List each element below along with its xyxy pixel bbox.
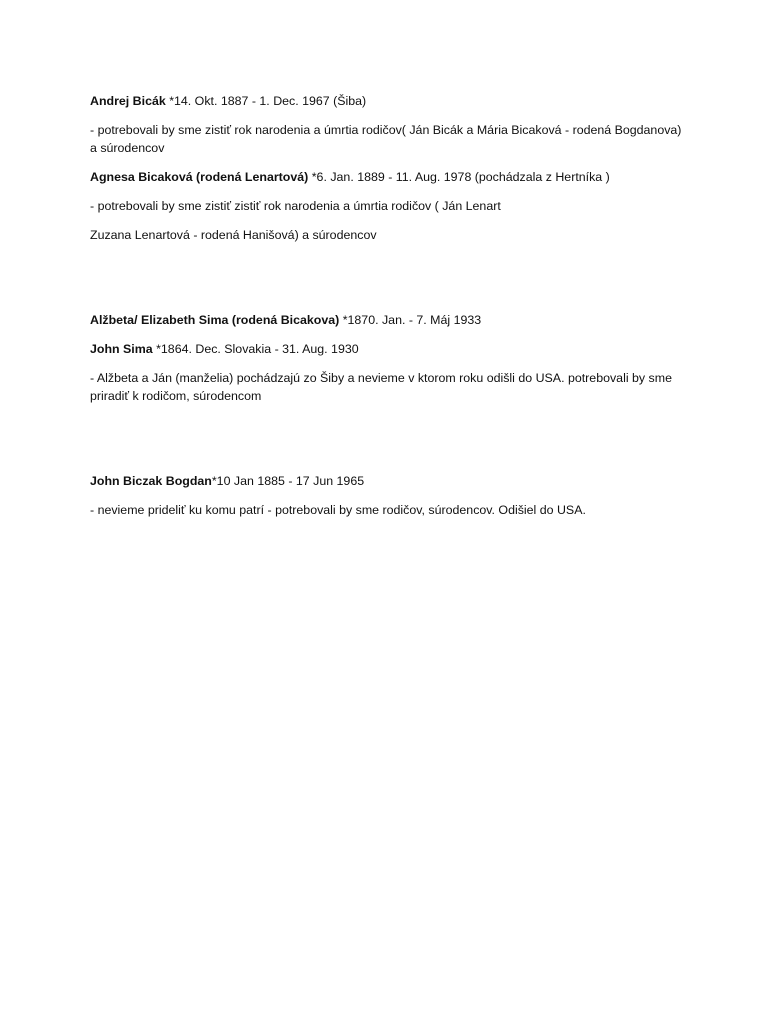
person-name: John Sima (90, 342, 153, 356)
person-dates: *14. Okt. 1887 - 1. Dec. 1967 (Šiba) (165, 94, 367, 108)
entry-john-sima-note: - Alžbeta a Ján (manželia) pochádzajú zo Šiby a nevieme v ktorom roku odišli do USA. potrebovali by sme priradiť k rodičom, súrodencom (90, 371, 672, 403)
entry-andrej-header (90, 92, 690, 110)
person-name: Andrej Bicák (90, 94, 166, 108)
person-dates: *1870. Jan. - 7. Máj 1933 (339, 313, 482, 327)
entry-andrej-note: - potrebovali by sme zistiť rok narodenia a úmrtia rodičov( Ján Bicák a Mária Bicaková - rodená Bogdanova) a súrodencov (90, 123, 682, 155)
person-dates: *1864. Dec. Slovakia - 31. Aug. 1930 (152, 342, 359, 356)
person-name: John Biczak Bogdan (90, 474, 212, 488)
document-body (90, 92, 690, 530)
entry-alzbeta-header (90, 311, 690, 329)
entry-agnesa-note-continued: Zuzana Lenartová - rodená Hanišová) a súrodencov (90, 228, 377, 242)
person-dates: *10 Jan 1885 - 17 Jun 1965 (211, 474, 365, 488)
entry-agnesa-header (90, 168, 690, 186)
entry-agnesa-note: - potrebovali by sme zistiť zistiť rok narodenia a úmrtia rodičov ( Ján Lenart (90, 199, 501, 213)
person-name: Agnesa Bicaková (rodená Lenartová) (90, 170, 309, 184)
entry-john-biczak-header (90, 472, 690, 490)
blank-space (90, 255, 690, 311)
entry-john-biczak-note: - nevieme prideliť ku komu patrí - potrebovali by sme rodičov, súrodencov. Odišiel do USA. (90, 503, 586, 517)
person-name: Alžbeta/ Elizabeth Sima (rodená Bicakova) (90, 313, 340, 327)
person-dates: *6. Jan. 1889 - 11. Aug. 1978 (pochádzala z Hertníka ) (308, 170, 610, 184)
blank-space (90, 416, 690, 472)
entry-john-sima-header (90, 340, 690, 358)
